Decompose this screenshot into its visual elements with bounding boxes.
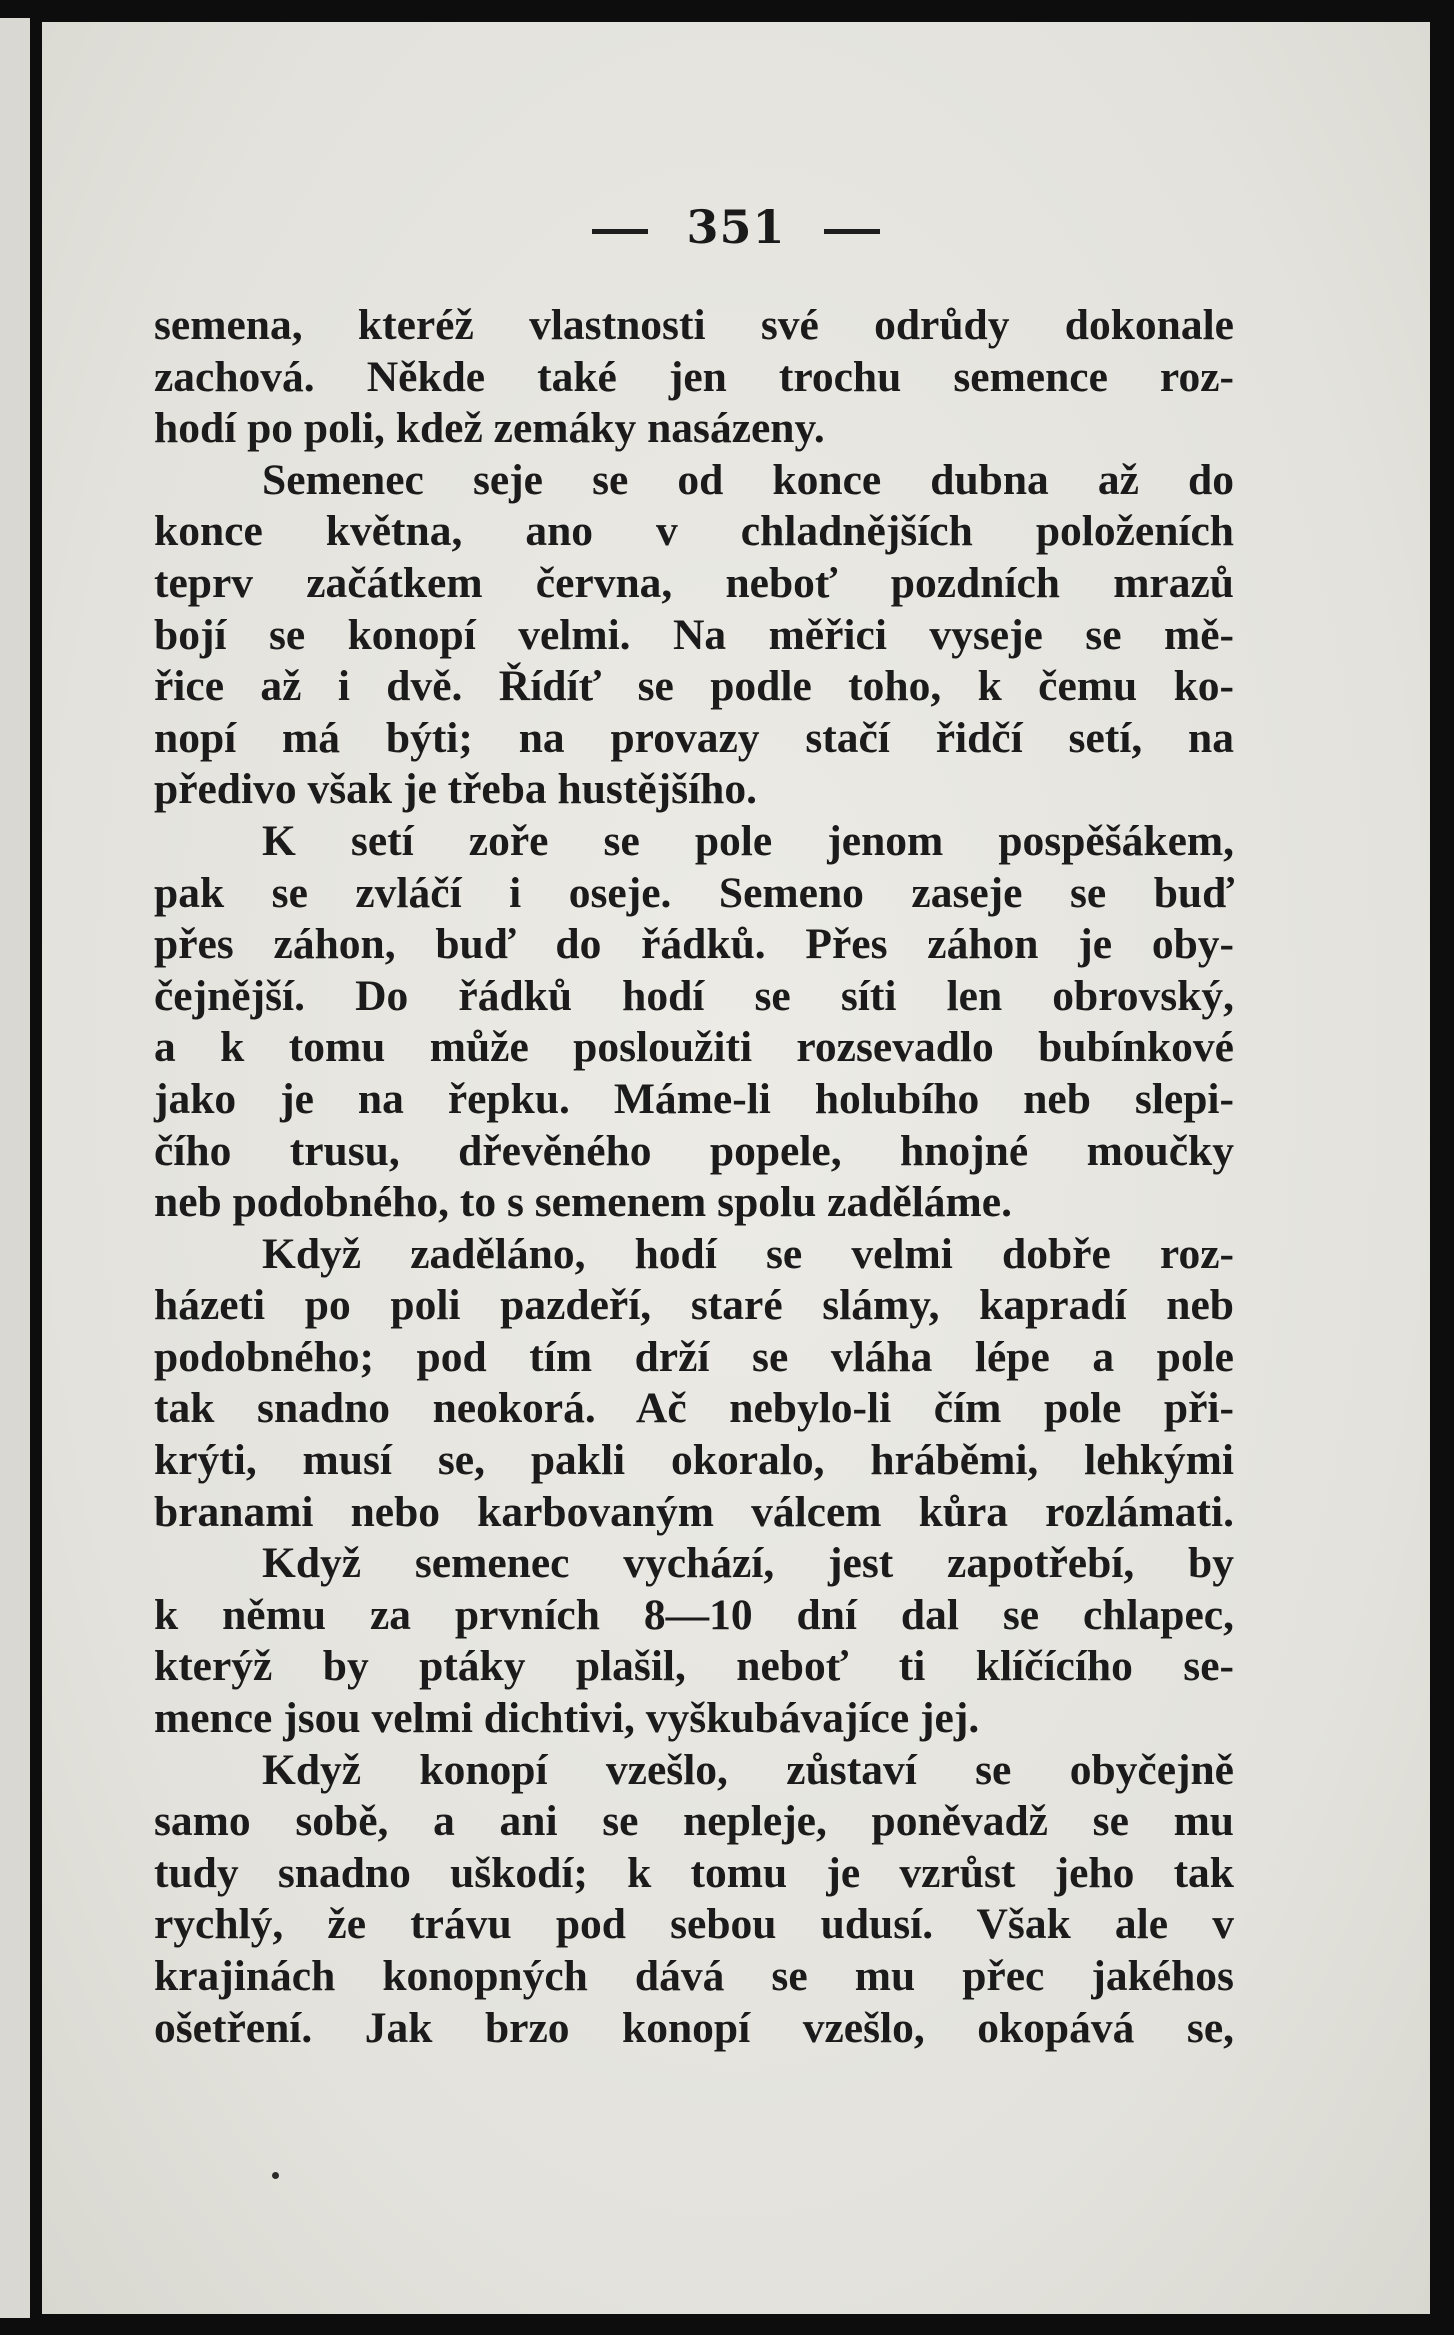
text-line: čejnější. Do řádků hodí se síti len obrovský, (154, 971, 1234, 1020)
text-line: hodí po poli, kdež zemáky nasázeny. (154, 404, 825, 453)
text-line: Semenec seje se od konce dubna až do (262, 455, 1234, 504)
text-line: konce května, ano v chladnějších položeních (154, 507, 1234, 556)
text-line: K setí zoře se pole jenom pospěšákem, (262, 816, 1234, 865)
text-line: pak se zvláčí i oseje. Semeno zaseje se buď (154, 868, 1234, 917)
text-line: zachová. Někde také jen trochu semence roz- (154, 352, 1234, 401)
page-number: 351 (686, 200, 786, 254)
previous-page-edge (0, 18, 30, 2318)
text-line: tak snadno neokorá. Ač nebylo-li čím pole při- (154, 1384, 1234, 1433)
text-line: a k tomu může posloužiti rozsevadlo bubínkové (154, 1023, 1234, 1072)
text-line: k němu za prvních 8—10 dní dal se chlapec, (154, 1590, 1234, 1639)
page-header (42, 200, 1430, 254)
text-line: samo sobě, a ani se nepleje, poněvadž se mu (154, 1797, 1234, 1846)
text-line: mence jsou velmi dichtivi, vyškubávajíce jej. (154, 1694, 980, 1743)
text-line: krýti, musí se, pakli okoralo, hráběmi, lehkými (154, 1436, 1234, 1485)
text-line: tudy snadno uškodí; k tomu je vzrůst jeho tak (154, 1848, 1234, 1897)
header-dash-left (592, 229, 648, 234)
text-line: podobného; pod tím drží se vláha lépe a pole (154, 1332, 1234, 1381)
text-line: čího trusu, dřevěného popele, hnojné moučky (154, 1126, 1234, 1175)
text-line: semena, kteréž vlastnosti své odrůdy dokonale (154, 301, 1234, 349)
body-text (154, 300, 1234, 2054)
text-line: Když konopí vzešlo, zůstaví se obyčejně (262, 1745, 1234, 1794)
text-line: jako je na řepku. Máme-li holubího neb slepi- (154, 1074, 1234, 1123)
text-line: nopí má býti; na provazy stačí řidčí setí, na (154, 713, 1234, 762)
text-line: přes záhon, buď do řádků. Přes záhon je oby- (154, 920, 1234, 969)
text-line: krajinách konopných dává se mu přec jakéhos (154, 1952, 1234, 2000)
text-line: branami nebo karbovaným válcem kůra rozlámati. (154, 1487, 1234, 1536)
text-line: předivo však je třeba hustějšího. (154, 765, 757, 814)
book-page (42, 22, 1430, 2314)
text-line: Když semenec vychází, jest zapotřebí, by (262, 1539, 1234, 1588)
text-line: teprv začátkem června, neboť pozdních mrazů (154, 558, 1234, 607)
text-line: ošetření. Jak brzo konopí vzešlo, okopává se, (154, 2003, 1234, 2052)
text-line: neb podobného, to s semenem spolu zaděláme. (154, 1178, 1012, 1227)
text-line: házeti po poli pazdeří, staré slámy, kapradí neb (154, 1281, 1234, 1330)
text-line: řice až i dvě. Řídíť se podle toho, k čemu ko- (154, 662, 1234, 711)
text-line: Když zaděláno, hodí se velmi dobře roz- (262, 1229, 1234, 1278)
ink-speck (272, 2172, 279, 2179)
text-line: rychlý, že trávu pod sebou udusí. Však ale v (154, 1900, 1234, 1949)
text-line: bojí se konopí velmi. Na měřici vyseje se mě- (154, 610, 1234, 659)
text-line: kterýž by ptáky plašil, neboť ti klíčícího se- (154, 1642, 1234, 1691)
header-dash-right (824, 229, 880, 234)
